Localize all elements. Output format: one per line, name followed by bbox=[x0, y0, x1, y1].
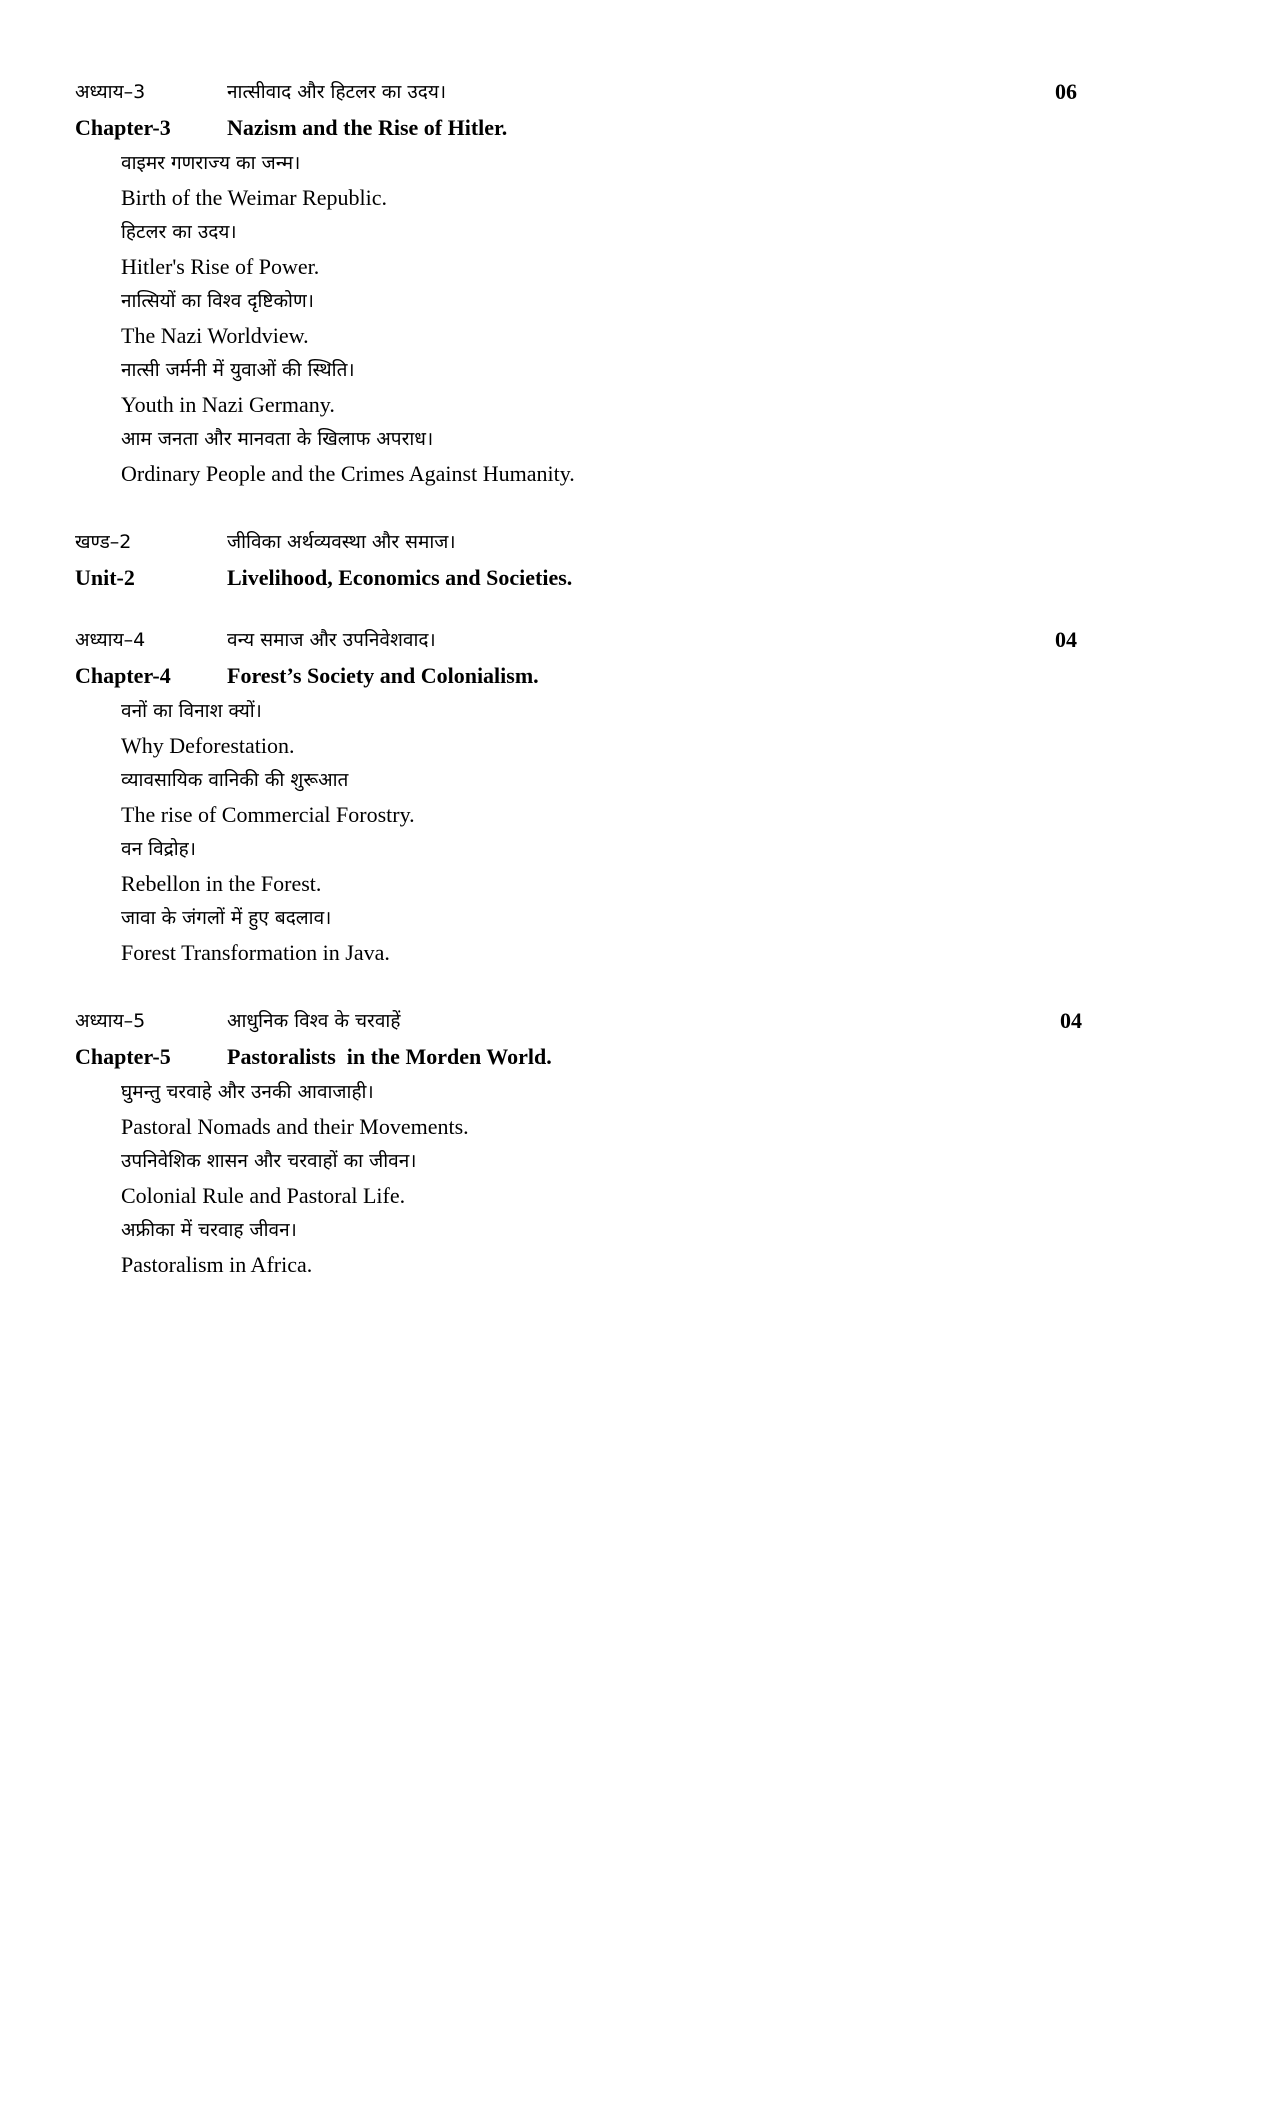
chapter-4-hindi-title: वन्य समाज और उपनिवेशवाद। bbox=[227, 629, 436, 651]
unit-2-hindi-title: जीविका अर्थव्यवस्था और समाज। bbox=[227, 531, 456, 553]
chapter-4-english-label: Chapter-4 bbox=[75, 663, 171, 688]
topic-item: Rebellon in the Forest. bbox=[121, 870, 322, 896]
chapter-3-section bbox=[75, 74, 1125, 491]
unit-2-hindi-label: खण्ड–2 bbox=[75, 531, 132, 553]
chapter-5-hindi-title: आधुनिक विश्व के चरवाहें bbox=[227, 1010, 401, 1032]
topic-item: Pastoralism in Africa. bbox=[121, 1251, 313, 1277]
topic-item: नात्सियों का विश्व दृष्टिकोण। bbox=[121, 290, 314, 312]
topic-item: वन विद्रोह। bbox=[121, 838, 196, 860]
topic-item: Ordinary People and the Crimes Against Humanity. bbox=[121, 460, 575, 486]
chapter-3-english-title: Nazism and the Rise of Hitler. bbox=[227, 115, 508, 140]
unit-2-hindi-heading bbox=[75, 524, 1125, 560]
chapter-4-section bbox=[75, 622, 1125, 970]
unit-2-section bbox=[75, 524, 1125, 596]
topic-item: वाइमर गणराज्य का जन्म। bbox=[121, 152, 301, 174]
chapter-5-english-label: Chapter-5 bbox=[75, 1044, 171, 1069]
chapter-4-marks: 04 bbox=[1055, 627, 1077, 652]
chapter-3-hindi-title: नात्सीवाद और हिटलर का उदय। bbox=[227, 81, 447, 103]
chapter-3-topics bbox=[121, 146, 1125, 491]
topic-item: हिटलर का उदय। bbox=[121, 221, 237, 243]
topic-item: उपनिवेशिक शासन और चरवाहों का जीवन। bbox=[121, 1150, 417, 1172]
unit-2-english-label: Unit-2 bbox=[75, 565, 135, 590]
topic-item: जावा के जंगलों में हुए बदलाव। bbox=[121, 907, 332, 929]
chapter-5-topics bbox=[121, 1075, 1125, 1282]
topic-item: The Nazi Worldview. bbox=[121, 322, 309, 348]
topic-item: व्यावसायिक वानिकी की शुरूआत bbox=[121, 769, 349, 791]
topic-item: Youth in Nazi Germany. bbox=[121, 391, 335, 417]
chapter-5-hindi-label: अध्याय–5 bbox=[75, 1010, 146, 1032]
chapter-3-english-label: Chapter-3 bbox=[75, 115, 171, 140]
topic-item: The rise of Commercial Forostry. bbox=[121, 801, 415, 827]
topic-item: Birth of the Weimar Republic. bbox=[121, 184, 388, 210]
chapter-3-english-heading bbox=[75, 110, 1125, 146]
topic-item: Pastoral Nomads and their Movements. bbox=[121, 1113, 469, 1139]
chapter-4-topics bbox=[121, 694, 1125, 970]
topic-item: Forest Transformation in Java. bbox=[121, 939, 390, 965]
chapter-5-english-title: Pastoralists in the Morden World. bbox=[227, 1044, 552, 1069]
chapter-3-marks: 06 bbox=[1055, 79, 1077, 104]
topic-item: Colonial Rule and Pastoral Life. bbox=[121, 1182, 406, 1208]
unit-2-english-heading bbox=[75, 560, 1125, 596]
chapter-4-hindi-label: अध्याय–4 bbox=[75, 629, 146, 651]
unit-2-english-title: Livelihood, Economics and Societies. bbox=[227, 565, 573, 590]
chapter-4-english-title: Forest’s Society and Colonialism. bbox=[227, 663, 539, 688]
topic-item: Hitler's Rise of Power. bbox=[121, 253, 320, 279]
chapter-4-english-heading bbox=[75, 658, 1125, 694]
topic-item: Why Deforestation. bbox=[121, 732, 295, 758]
topic-item: आम जनता और मानवता के खिलाफ अपराध। bbox=[121, 428, 434, 450]
topic-item: अफ्रीका में चरवाह जीवन। bbox=[121, 1219, 297, 1241]
chapter-5-english-heading bbox=[75, 1039, 1125, 1075]
chapter-4-hindi-heading bbox=[75, 622, 1125, 658]
topic-item: वनों का विनाश क्यों। bbox=[121, 700, 262, 722]
topic-item: घुमन्तु चरवाहे और उनकी आवाजाही। bbox=[121, 1081, 374, 1103]
chapter-5-section bbox=[75, 1003, 1125, 1282]
chapter-3-hindi-heading bbox=[75, 74, 1125, 110]
topic-item: नात्सी जर्मनी में युवाओं की स्थिति। bbox=[121, 359, 355, 381]
chapter-5-hindi-heading bbox=[75, 1003, 1125, 1039]
chapter-3-hindi-label: अध्याय–3 bbox=[75, 81, 146, 103]
chapter-5-marks: 04 bbox=[1060, 1008, 1082, 1033]
